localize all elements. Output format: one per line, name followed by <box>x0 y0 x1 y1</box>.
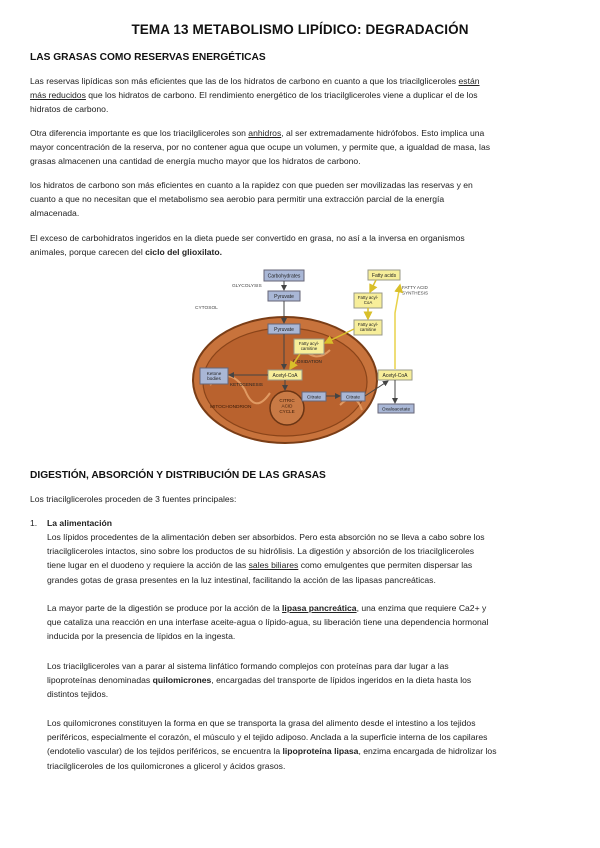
glycolysis-label: GLYCOLYSIS <box>232 284 262 289</box>
acetyl-coa-out-label: Acetyl-CoA <box>382 373 408 379</box>
paragraph-hidratos <box>30 178 473 221</box>
text-span: cuanto a que no necesitan que el metabolismo sea aerobio para permitir una extracción parcial de la energía <box>30 194 445 205</box>
text-span: los hidratos de carbono son más eficientes en cuanto a la rapidez con que pueden ser movilizadas las reservas y en <box>30 180 473 190</box>
text-span: Otra diferencia importante es que los triacilgliceroles son <box>30 128 249 138</box>
paragraph-exceso <box>30 231 465 259</box>
text-span: inducida por la presencia de lípidos en la ingesta. <box>47 631 236 642</box>
bold-term: quilomicrones <box>152 675 212 686</box>
pyruvate-mito-label: Pyruvate <box>274 327 294 333</box>
text-span: hidratos de carbono. <box>30 104 109 115</box>
bold-term: ciclo del glioxilato. <box>145 247 223 258</box>
paragraph-absorcion <box>47 530 485 587</box>
text-span: , al ser extremadamente hidrófobos. Esto implica una <box>281 128 485 138</box>
paragraph-lipoproteina-lipasa <box>47 716 497 773</box>
ketone-bodies-label: Ketone bodies <box>206 371 222 381</box>
citrate-in-label: Citrate <box>306 395 322 401</box>
fatty-acid-synthesis-label: FATTY ACID SYNTHESIS <box>402 285 429 296</box>
underlined-term: lipasa pancreática <box>282 603 357 613</box>
fatty-acids-label: Fatty acids <box>371 273 397 279</box>
text-span: triacilgliceroles de los quilomicrones a glicerol y ácidos grasos. <box>47 760 286 771</box>
citrate-out-label: Citrate <box>345 395 361 401</box>
bold-term: lipoproteína lipasa <box>282 746 359 757</box>
text-span: grandes gotas de grasa presentes en la luz intestinal, facilitando la acción de las lipasas pancreáticas. <box>47 574 436 585</box>
text-span: , una enzima que requiere Ca2+ y <box>356 603 487 613</box>
text-span: La mayor parte de la digestión se produce por la acción de la <box>47 603 283 613</box>
text-span: (endotelio vascular) de los tejidos periféricos, se encuentra la <box>47 746 283 757</box>
text-span: grasas almacenen una cantidad de energía mucho mayor que los hidratos de carbono. <box>30 156 361 167</box>
section-heading-reservas: LAS GRASAS COMO RESERVAS ENERGÉTICAS <box>30 52 266 63</box>
underlined-term: anhidros <box>248 128 282 138</box>
fatty-acyl-carnitine-out-label: Fatty acyl-carnitine <box>357 322 379 332</box>
metabolism-diagram <box>190 265 450 450</box>
text-span: tiene lugar en el duodeno y requiere la acción de las <box>47 560 249 571</box>
cytosol-label: CYTOSOL <box>195 306 218 311</box>
fatty-acyl-carnitine-in-label: Fatty acyl-carnitine <box>298 341 320 351</box>
paragraph-anhidros <box>30 126 490 169</box>
text-span: Los triacilgliceroles van a parar al sistema linfático formando complejos con proteínas para dar lugar a las <box>47 661 449 671</box>
paragraph-fuentes: Los triacilgliceroles proceden de 3 fuentes principales: <box>30 494 237 504</box>
paragraph-reservas <box>30 74 480 117</box>
text-span: como emulgentes que permiten dispersar las <box>298 560 473 571</box>
underlined-term: sales biliares <box>248 560 299 571</box>
mitochondrion-label: MITOCHONDRION <box>210 405 252 410</box>
page-title: TEMA 13 METABOLISMO LIPÍDICO: DEGRADACIÓN <box>131 22 469 37</box>
text-span: mayor concentración de la reserva, por no contener agua que ocupe un volumen, y permite que, a igualdad de masa, las <box>30 142 491 153</box>
bold-term: alimentación <box>59 518 112 528</box>
text-span: distintos tejidos. <box>47 689 109 700</box>
carbohydrates-label: Carbohydrates <box>267 273 301 280</box>
beta-oxidation-label: β OXIDATION <box>293 359 322 364</box>
text-span: periféricos, especialmente el corazón, el músculo y el tejido adiposo. Anclada a la superficie interna de los capilares <box>47 732 488 743</box>
paragraph-quilomicrones <box>47 659 471 702</box>
ketogenesis-label: KETOGENESIS <box>230 382 263 387</box>
text-span: lipoproteínas denominadas <box>47 675 153 686</box>
text-span: triacilgliceroles intactos, sino sobre los productos de su hidrólisis. La digestión y absorción de los triacilgliceroles <box>47 546 475 557</box>
text-span: , enzima encargada de hidrolizar los <box>358 746 497 757</box>
acetyl-coa-in-label: Acetyl-CoA <box>272 373 298 379</box>
underlined-term: más reducidos <box>30 90 86 101</box>
text-span: que los hidratos de carbono. El rendimiento energético de los triacilgliceroles viene a duplicar el de los <box>85 90 478 101</box>
pyruvate-cytosol-label: Pyruvate <box>274 294 294 300</box>
paragraph-lipasa-pancreatica <box>47 601 488 644</box>
fatty-acyl-coa-label: Fatty acyl-CoA <box>357 295 379 305</box>
text-span: Las reservas lipídicas son más eficientes que las de los hidratos de carbono en cuanto a que los triacilgliceroles <box>30 76 459 86</box>
text-span: Los quilomicrones constituyen la forma en que se transporta la grasa del alimento desde el intestino a los tejidos <box>47 718 476 728</box>
text-span: , encargadas del transporte de lípidos ingeridos en la dieta hasta los <box>211 675 472 686</box>
text-span: almacenada. <box>30 208 80 219</box>
oxaloacetate-label: Oxaloacetate <box>381 407 411 413</box>
text-span: El exceso de carbohidratos ingeridos en la dieta puede ser convertido en grasa, no así a la inversa en organismos <box>30 233 465 243</box>
section-heading-digestion: DIGESTIÓN, ABSORCIÓN Y DISTRIBUCIÓN DE LAS GRASAS <box>30 470 326 481</box>
text-span: que cataliza una reacción en una interfase aceite-agua o lípido-agua, su liberación tiene una dependencia hormonal <box>47 617 489 628</box>
text-span: Los lípidos procedentes de la alimentación deben ser absorbidos. Pero esta absorción no se lleva a cabo sobre los <box>47 532 485 542</box>
underlined-term: están <box>458 76 480 86</box>
list-number: 1. <box>30 518 38 528</box>
text-span: animales, porque carecen del <box>30 247 146 258</box>
bold-term: La <box>47 518 60 528</box>
citric-acid-cycle-label: CITRIC ACID CYCLE <box>279 398 295 414</box>
list-item-title <box>47 516 112 530</box>
